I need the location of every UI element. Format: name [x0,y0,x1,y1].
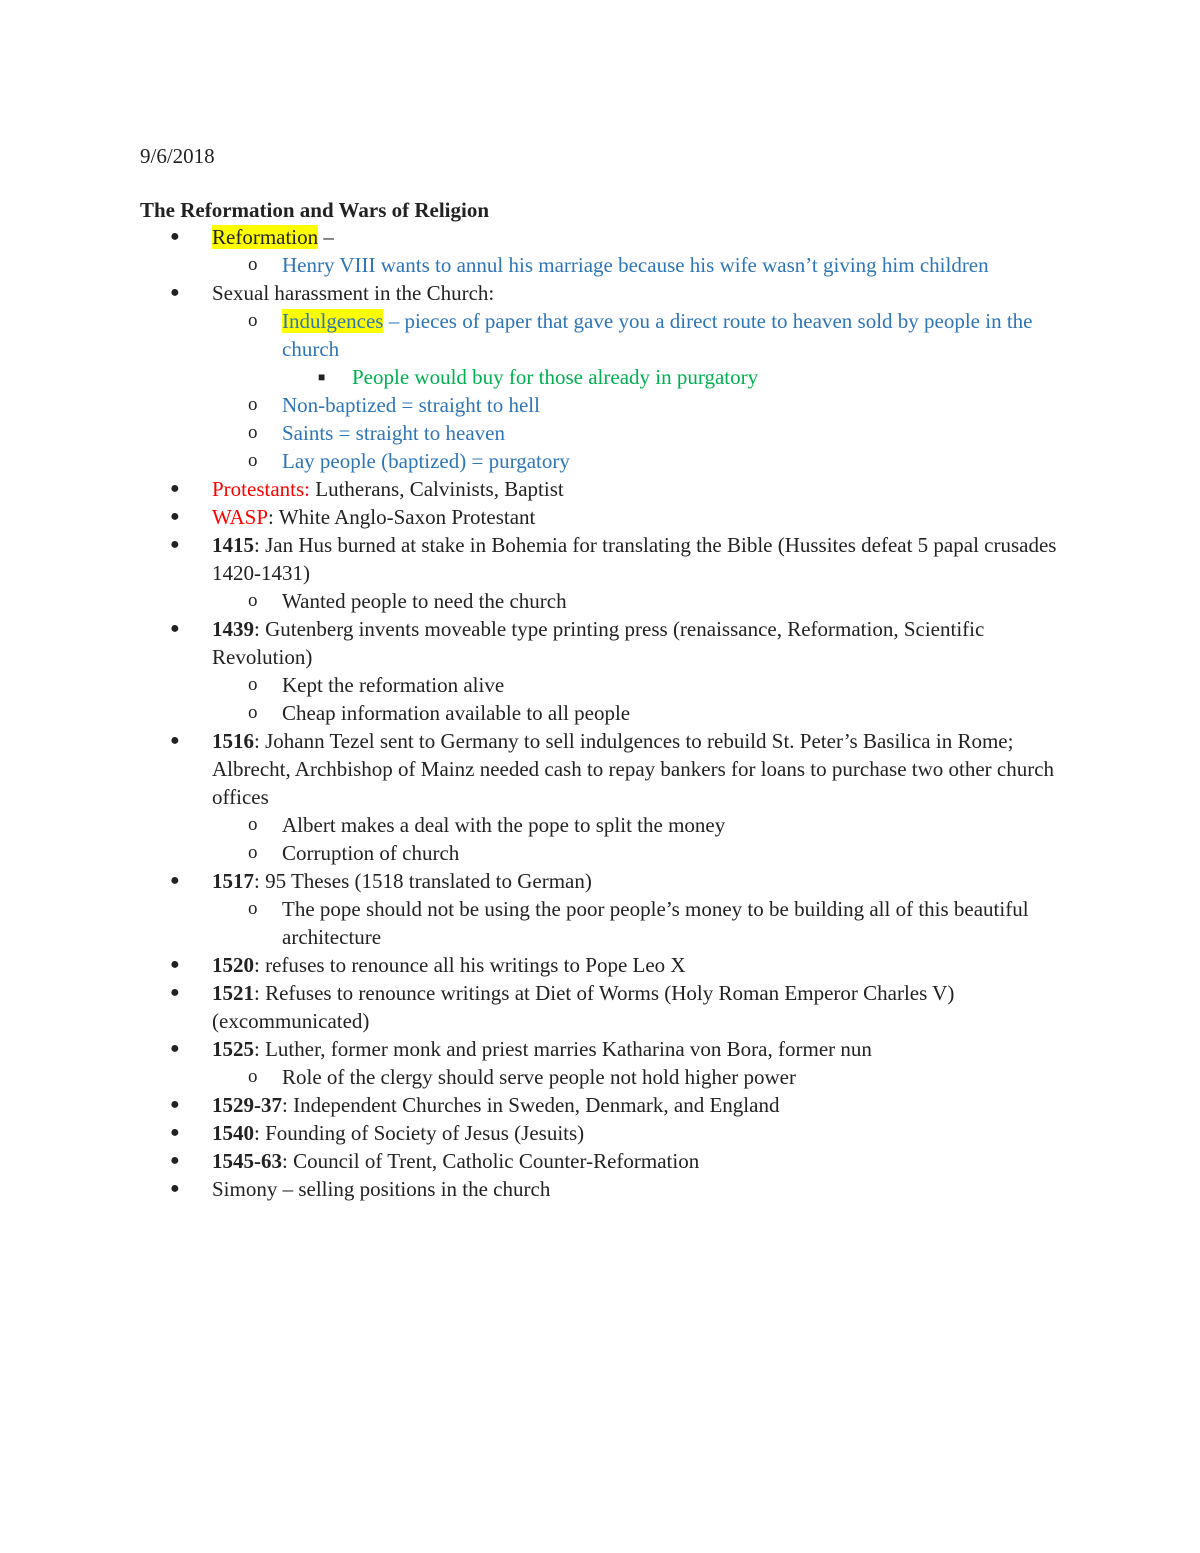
list-item-level-1 [0,979,1200,1035]
item-text-segment: Saints = straight to heaven [282,421,505,445]
item-text-segment: : Council of Trent, Catholic Counter-Reformation [282,1149,700,1173]
list-item-level-2 [0,251,1200,279]
item-text-segment: The pope should not be using the poor people’s money to be building all of this beautiful architecture [282,897,1029,949]
bullet-icon: o [248,674,258,695]
bullet-icon: o [248,702,258,723]
bullet-icon: ● [170,1040,180,1057]
list-item-level-1 [0,615,1200,671]
bullet-icon: ● [170,732,180,749]
item-text-segment: 1439 [212,617,254,641]
list-item-level-3 [0,363,1200,391]
bullet-icon: o [248,394,258,415]
list-item-level-2 [0,419,1200,447]
item-text-segment: Lutherans, Calvinists, Baptist [310,477,564,501]
list-item-level-2 [0,307,1200,363]
bullet-icon: ● [170,1124,180,1141]
item-text-segment: Reformation [212,225,319,249]
item-text-segment: Corruption of church [282,841,460,865]
bullet-icon: o [248,254,258,275]
item-text-segment: – pieces of paper that gave you a direct route to heaven sold by people in the church [282,309,1033,361]
document-date: 9/6/2018 [140,144,215,168]
bullet-icon: ● [170,956,180,973]
bullet-icon: ● [170,984,180,1001]
bullet-icon: o [248,842,258,863]
item-text-segment: : Refuses to renounce writings at Diet of Worms (Holy Roman Emperor Charles V) (excommunicated) [212,981,955,1033]
item-text-segment: 1540 [212,1121,254,1145]
bullet-icon: ● [170,1096,180,1113]
item-text-segment: Henry VIII wants to annul his marriage because his wife wasn’t giving him children [282,253,989,277]
list-item-level-2 [0,447,1200,475]
item-text-segment: Lay people (baptized) = purgatory [282,449,570,473]
item-text-segment: 1545-63 [212,1149,282,1173]
item-text-segment: : refuses to renounce all his writings to Pope Leo X [254,953,686,977]
bullet-icon: ● [170,872,180,889]
list-item-level-1 [0,531,1200,587]
list-item-level-2 [0,587,1200,615]
bullet-icon: ● [170,508,180,525]
item-text-segment: 1525 [212,1037,254,1061]
item-text-segment: People would buy for those already in purgatory [352,365,759,389]
document-title: The Reformation and Wars of Religion [140,198,490,222]
bullet-icon: o [248,422,258,443]
list-item-level-2 [0,671,1200,699]
bullet-icon: o [248,814,258,835]
list-item-level-1 [0,1175,1200,1203]
item-text-segment: : White Anglo-Saxon Protestant [268,505,536,529]
list-item-level-2 [0,1063,1200,1091]
item-text-segment: Non-baptized = straight to hell [282,393,540,417]
bullet-icon: ● [170,620,180,637]
list-item-level-2 [0,895,1200,951]
list-item-level-1 [0,503,1200,531]
item-text-segment: Simony – selling positions in the church [212,1177,551,1201]
list-item-level-2 [0,391,1200,419]
item-text-segment: 1516 [212,729,254,753]
list-item-level-1 [0,951,1200,979]
bullet-icon: o [248,450,258,471]
item-text-segment: : 95 Theses (1518 translated to German) [254,869,592,893]
item-text-segment: : Gutenberg invents moveable type printing press (renaissance, Reformation, Scientific Revolution) [212,617,985,669]
item-text-segment: Protestants: [212,477,310,501]
item-text-segment: : Founding of Society of Jesus (Jesuits) [254,1121,585,1145]
item-text-segment: : Johann Tezel sent to Germany to sell indulgences to rebuild St. Peter’s Basilica in Rome; Albrecht, Archbishop of Mainz needed cash to repay bankers for loans to purchase two other church offices [212,729,1055,809]
item-text-segment: Kept the reformation alive [282,673,505,697]
list-item-level-2 [0,811,1200,839]
item-text-segment: 1521 [212,981,254,1005]
item-text-segment: WASP [212,505,269,529]
item-text-segment: : Luther, former monk and priest marries Katharina von Bora, former nun [254,1037,872,1061]
item-text-segment: 1517 [212,869,254,893]
list-item-level-1 [0,223,1200,251]
bullet-icon: o [248,1066,258,1087]
list-item-level-1 [0,867,1200,895]
bullet-icon: o [248,590,258,611]
bullet-icon: ● [170,536,180,553]
item-text-segment: Indulgences [282,309,384,333]
item-text-segment: 1520 [212,953,254,977]
list-item-level-1 [0,1035,1200,1063]
list-item-level-1 [0,727,1200,811]
bullet-icon: ● [170,1152,180,1169]
item-text-segment: – [318,225,334,249]
bullet-icon: ● [170,480,180,497]
bullet-icon: ■ [318,370,326,384]
bullet-icon: o [248,310,258,331]
item-text-segment: : Independent Churches in Sweden, Denmark, and England [282,1093,780,1117]
list-item-level-2 [0,699,1200,727]
notes-list [0,223,1200,1203]
bullet-icon: o [248,898,258,919]
bullet-icon: ● [170,228,180,245]
item-text-segment: 1415 [212,533,254,557]
bullet-icon: ● [170,1180,180,1197]
item-text-segment: Role of the clergy should serve people not hold higher power [282,1065,796,1089]
item-text-segment: Wanted people to need the church [282,589,567,613]
list-item-level-1 [0,1119,1200,1147]
list-item-level-1 [0,475,1200,503]
item-text-segment: Sexual harassment in the Church: [212,281,495,305]
list-item-level-1 [0,279,1200,307]
bullet-icon: ● [170,284,180,301]
list-item-level-1 [0,1091,1200,1119]
item-text-segment: : Jan Hus burned at stake in Bohemia for translating the Bible (Hussites defeat 5 papal crusades 1420-1431) [212,533,1057,585]
item-text-segment: Albert makes a deal with the pope to split the money [282,813,726,837]
item-text-segment: Cheap information available to all people [282,701,631,725]
list-item-level-1 [0,1147,1200,1175]
item-text-segment: 1529-37 [212,1093,282,1117]
list-item-level-2 [0,839,1200,867]
